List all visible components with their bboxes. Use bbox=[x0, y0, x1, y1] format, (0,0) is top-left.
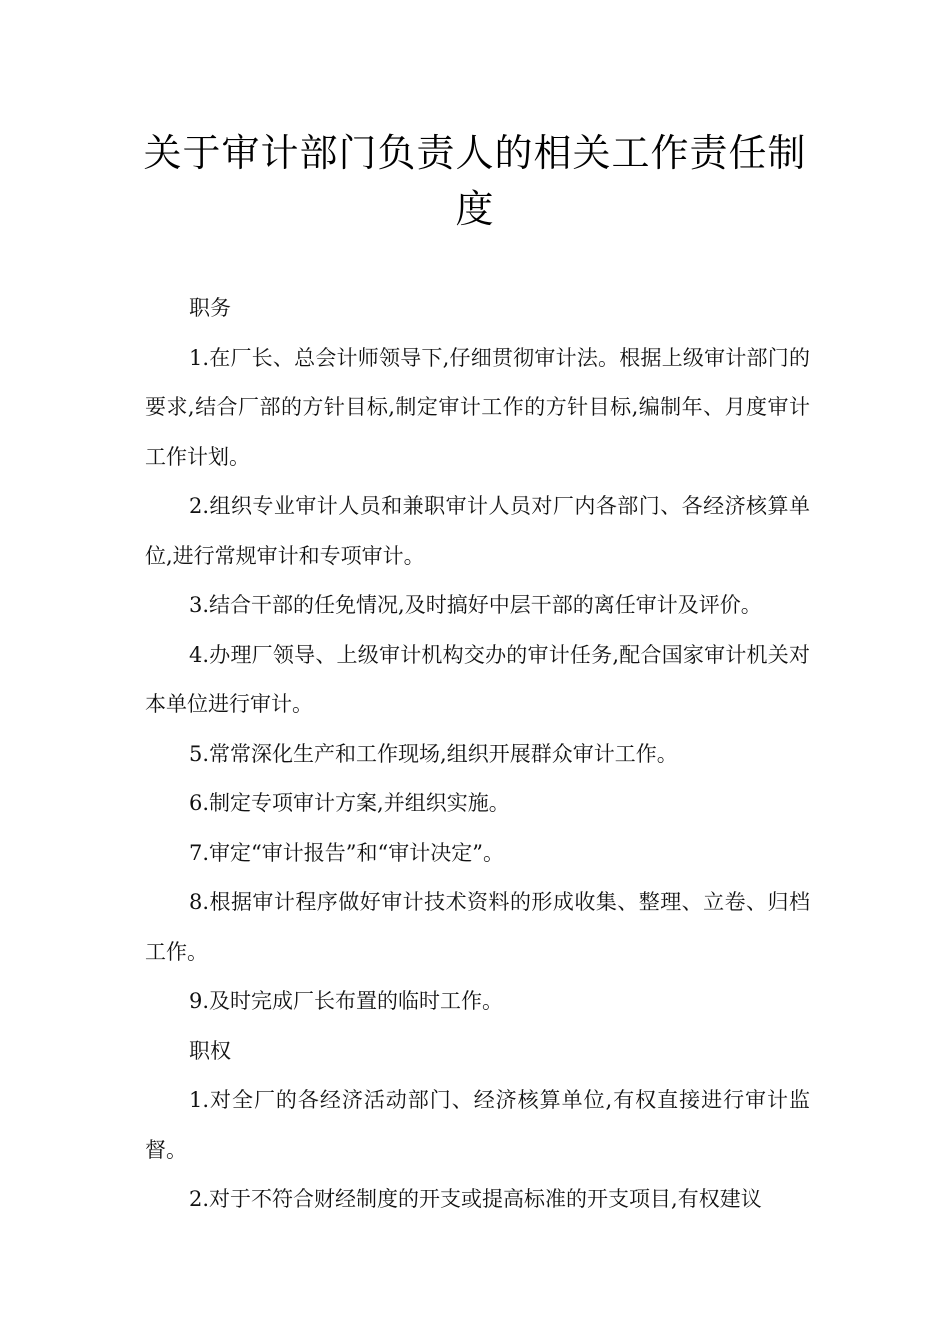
duty-item-6: 6.制定专项审计方案,并组织实施。 bbox=[189, 791, 510, 815]
duty-item-4: 4.办理厂领导、上级审计机构交办的审计任务,配合国家审计机关对本单位进行审计。 bbox=[145, 642, 810, 716]
duty-item-9: 9.及时完成厂长布置的临时工作。 bbox=[189, 989, 504, 1013]
section-heading-duties: 职务 bbox=[189, 296, 231, 320]
duty-item-1: 1.在厂长、总会计师领导下,仔细贯彻审计法。根据上级审计部门的要求,结合厂部的方针目标,制定审计工作的方针目标,编制年、月度审计工作计划。 bbox=[145, 345, 810, 469]
authority-item-2: 2.对于不符合财经制度的开支或提高标准的开支项目,有权建议 bbox=[189, 1187, 762, 1211]
duty-item-5: 5.常常深化生产和工作现场,组织开展群众审计工作。 bbox=[189, 741, 678, 766]
duty-item-3: 3.结合干部的任免情况,及时搞好中层干部的离任审计及评价。 bbox=[189, 593, 762, 617]
section-heading-authority: 职权 bbox=[189, 1038, 231, 1063]
document-title: 关于审计部门负责人的相关工作责任制度 bbox=[143, 131, 807, 231]
duty-item-2: 2.组织专业审计人员和兼职审计人员对厂内各部门、各经济核算单位,进行常规审计和专项审计。 bbox=[145, 494, 810, 568]
document-body bbox=[145, 284, 810, 1225]
authority-item-1: 1.对全厂的各经济活动部门、经济核算单位,有权直接进行审计监督。 bbox=[145, 1088, 810, 1162]
duty-item-8: 8.根据审计程序做好审计技术资料的形成收集、整理、立卷、归档工作。 bbox=[145, 890, 810, 964]
duty-item-7: 7.审定“审计报告”和“审计决定”。 bbox=[189, 840, 504, 865]
